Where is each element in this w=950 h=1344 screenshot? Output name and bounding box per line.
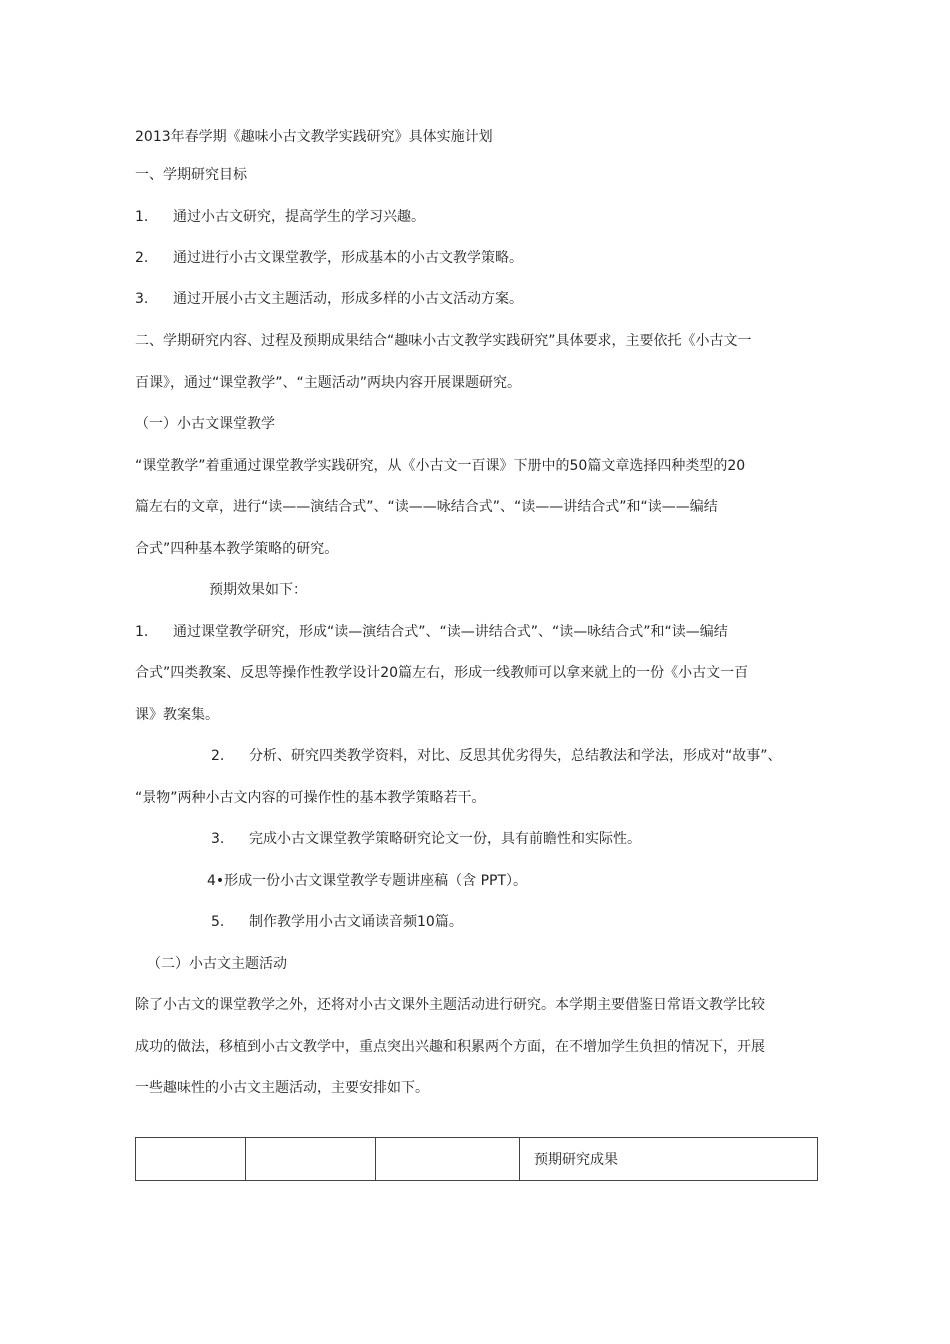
expect-text: 制作教学用小古文诵读音频10篇。 — [249, 914, 463, 930]
goal-text: 通过开展小古文主题活动，形成多样的小古文活动方案。 — [173, 291, 523, 307]
section2-line-1: 二、学期研究内容、过程及预期成果结合“趣味小古文教学实践研究”具体要求，主要依托《小古文一 — [135, 333, 752, 349]
part2-heading: （二）小古文主题活动 — [147, 956, 287, 972]
goal-number: 1. — [135, 209, 149, 225]
part1-line-3: 合式”四种基本教学策略的研究。 — [135, 541, 339, 557]
part2-line-3: 一些趣味性的小古文主题活动，主要安排如下。 — [135, 1080, 429, 1096]
expect-number: 3. — [211, 831, 225, 847]
part1-line-1: “课堂教学”着重通过课堂教学实践研究，从《小古文一百课》下册中的50篇文章选择四种类型的20 — [135, 458, 746, 474]
table-row — [136, 1138, 818, 1181]
expect-item-5 — [211, 912, 463, 932]
section2-line-2: 百课》，通过“课堂教学”、“主题活动”两块内容开展课题研究。 — [135, 375, 522, 391]
expect-item-1-line-2: 合式”四类教案、反思等操作性教学设计20篇左右，形成一线教师可以拿来就上的一份《小古文一百 — [135, 665, 749, 681]
expect-item-3 — [211, 829, 641, 849]
goal-item-1 — [135, 207, 425, 227]
part2-line-2: 成功的做法，移植到小古文教学中，重点突出兴趣和积累两个方面，在不增加学生负担的情况下，开展 — [135, 1039, 765, 1055]
expect-heading: 预期效果如下： — [209, 582, 307, 598]
table-cell-expected-results: 预期研究成果 — [520, 1138, 818, 1181]
expect-item-1-line-1 — [135, 622, 728, 642]
expect-number: 2. — [211, 748, 225, 764]
expect-text: 完成小古文课堂教学策略研究论文一份，具有前瞻性和实际性。 — [249, 831, 641, 847]
goal-number: 2. — [135, 250, 149, 266]
expect-item-2-line-2: “景物”两种小古文内容的可操作性的基本教学策略若干。 — [135, 790, 486, 806]
section1-heading: 一、学期研究目标 — [135, 167, 247, 183]
document-title: 2013年春学期《趣味小古文教学实践研究》具体实施计划 — [135, 129, 493, 145]
expect-item-2-line-1 — [211, 746, 782, 766]
part1-heading: （一）小古文课堂教学 — [135, 416, 275, 432]
expect-number: 5. — [211, 914, 225, 930]
activity-table — [135, 1137, 818, 1181]
expect-item-4: 4•形成一份小古文课堂教学专题讲座稿（含 PPT）。 — [207, 873, 528, 889]
part1-line-2: 篇左右的文章，进行“读——演结合式”、“读——咏结合式”、“读——讲结合式”和“读——编结 — [135, 499, 718, 515]
goal-item-3 — [135, 289, 523, 309]
goal-text: 通过进行小古文课堂教学，形成基本的小古文教学策略。 — [173, 250, 523, 266]
expect-item-1-line-3: 课》教案集。 — [135, 707, 219, 723]
expect-text: 分析、研究四类教学资料，对比、反思其优劣得失，总结教法和学法，形成对“故事”、 — [249, 748, 782, 764]
part2-line-1: 除了小古文的课堂教学之外，还将对小古文课外主题活动进行研究。本学期主要借鉴日常语文教学比较 — [135, 997, 765, 1013]
table-cell — [376, 1138, 520, 1181]
goal-item-2 — [135, 248, 523, 268]
goal-number: 3. — [135, 291, 149, 307]
goal-text: 通过小古文研究，提高学生的学习兴趣。 — [173, 209, 425, 225]
table-cell — [136, 1138, 246, 1181]
table-cell — [246, 1138, 376, 1181]
expect-number: 1. — [135, 624, 149, 640]
expect-text: 通过课堂教学研究，形成“读—演结合式”、“读—讲结合式”、“读—咏结合式”和“读—编结 — [173, 624, 728, 640]
